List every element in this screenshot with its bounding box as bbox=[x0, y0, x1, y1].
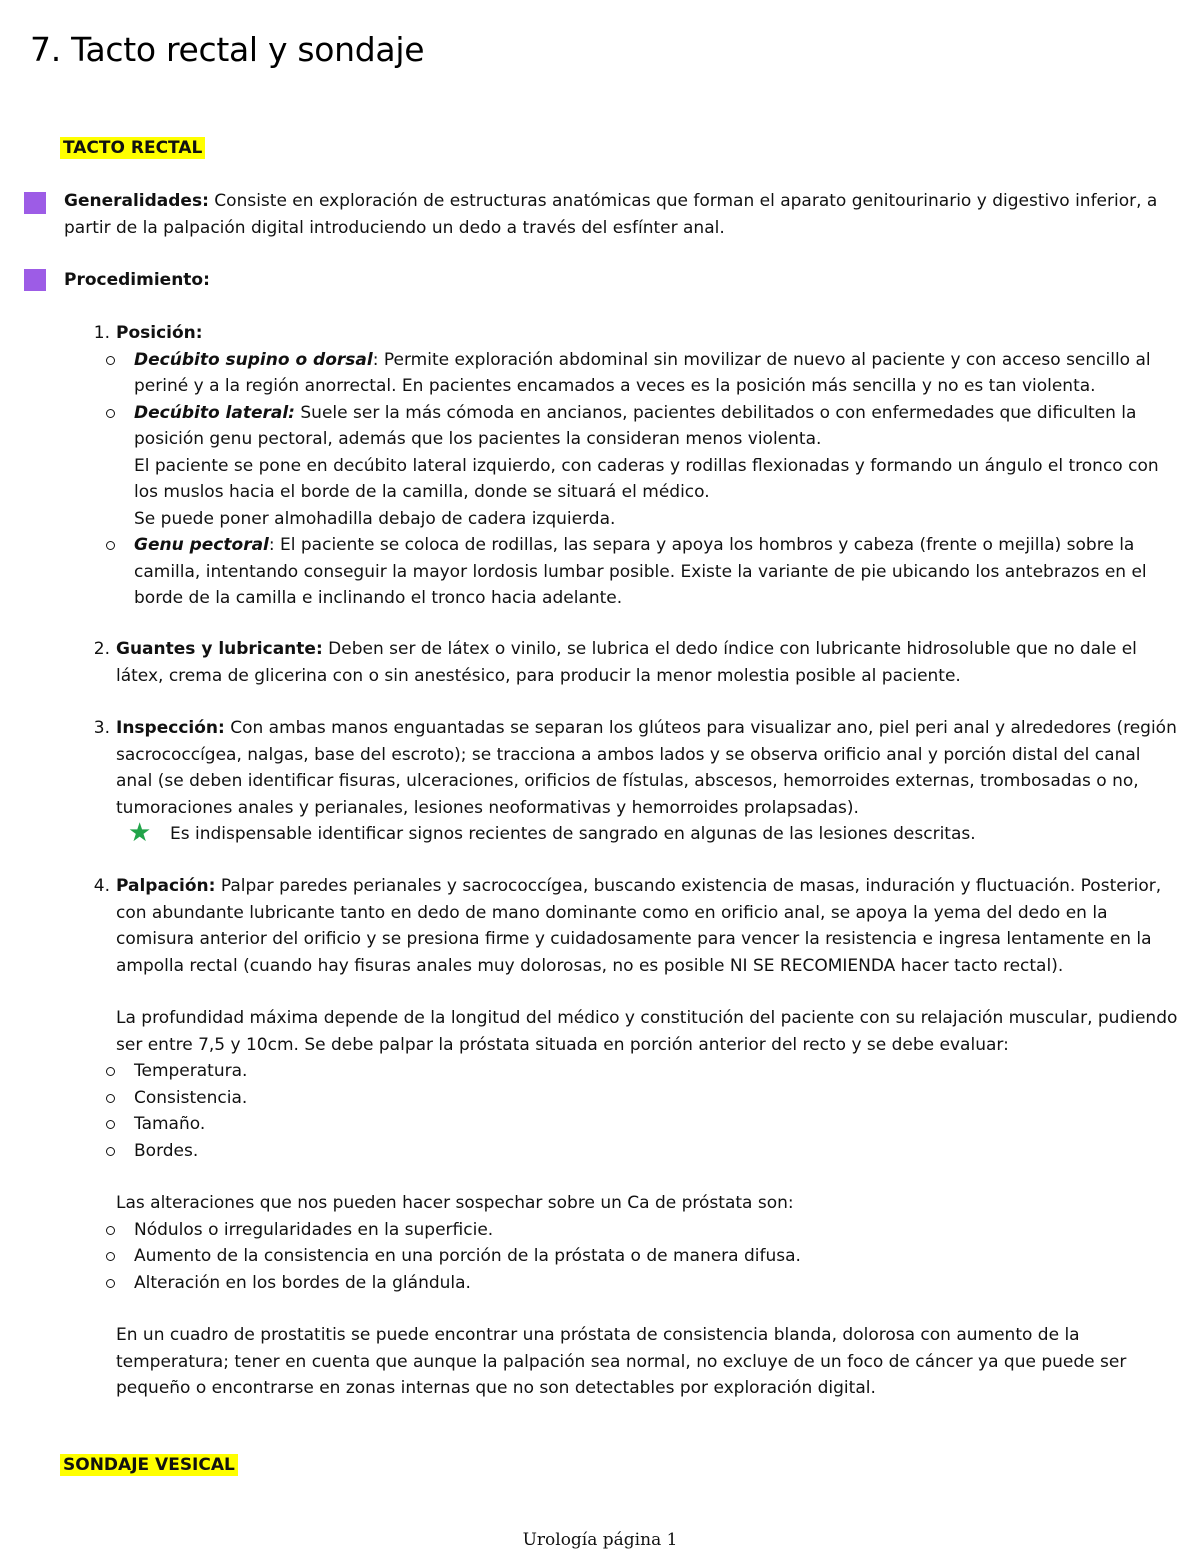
star-note bbox=[80, 818, 1180, 848]
section-heading-sondaje-vesical bbox=[60, 1455, 238, 1475]
position-term: Decúbito lateral: bbox=[134, 402, 295, 423]
position-text: Permite exploración abdominal sin movilizar de nuevo al paciente y con acceso sencillo al periné y a la región anorrectal. En pacientes encamados a veces es la posición más sencilla y no es tan violenta. bbox=[134, 349, 1151, 396]
generalidades-paragraph bbox=[64, 188, 1174, 241]
step-1 bbox=[80, 320, 1180, 612]
star-icon: ★ bbox=[128, 818, 152, 848]
circle-bullet-icon bbox=[106, 1147, 115, 1156]
step-3 bbox=[80, 715, 1180, 848]
circle-bullet-icon bbox=[106, 1120, 115, 1129]
list-item bbox=[80, 636, 1180, 689]
step-label: Guantes y lubricante: bbox=[116, 639, 323, 659]
list-item: Temperatura. bbox=[80, 1058, 1180, 1085]
step-text: Palpar paredes perianales y sacrococcígea, buscando existencia de masas, induración y fluctuación. Posterior, con abundante lubricante tanto en dedo de mano dominante como en orificio anal, se apoya la yema del dedo en la comisura anterior del orificio y se presiona firme y cuidadosamente para vencer la resistencia e ingresa lentamente en la ampolla rectal (cuando hay fisuras anales muy dolorosas, no es posible NI SE RECOMIENDA hacer tacto rectal). bbox=[116, 876, 1162, 976]
step-label: Posición: bbox=[116, 323, 203, 343]
palpacion-paragraph: La profundidad máxima depende de la longitud del médico y constitución del paciente con su relajación muscular, pudiendo ser entre 7,5 y 10cm. Se debe palpar la próstata situada en porción anterior del recto y se debe evaluar: bbox=[116, 1008, 1178, 1055]
circle-bullet-icon bbox=[106, 1067, 115, 1076]
generalidades-label: Generalidades: bbox=[64, 191, 209, 211]
page-title: 7. Tacto rectal y sondaje bbox=[30, 30, 425, 69]
circle-bullet-icon bbox=[106, 1094, 115, 1103]
procedimiento-label: Procedimiento: bbox=[64, 270, 210, 290]
step-number: 2. bbox=[93, 639, 110, 659]
step-text: Con ambas manos enguantadas se separan los glúteos para visualizar ano, piel peri anal y alrededores (región sacrococcígea, nalgas, base del escroto); se tracciona a ambos lados y se observa orificio anal y porción distal del canal anal (se deben identificar fisuras, ulceraciones, orificios de fístulas, abscesos, hemorroides externas, trombosadas o no, tumoraciones anales y perianales, lesiones neoformativas y hemorroides prolapsadas). bbox=[116, 718, 1177, 818]
prostatitis-paragraph: En un cuadro de prostatitis se puede encontrar una próstata de consistencia blanda, dolorosa con aumento de la temperatura; tener en cuenta que aunque la palpación sea normal, no excluye de un foco de cáncer ya que puede ser pequeño o encontrarse en zonas internas que no son detectables por exploración digital. bbox=[116, 1325, 1127, 1398]
list-item: Aumento de la consistencia en una porción de la próstata o de manera difusa. bbox=[80, 1243, 1180, 1270]
step-text: Deben ser de látex o vinilo, se lubrica el dedo índice con lubricante hidrosoluble que no dale el látex, crema de glicerina con o sin anestésico, para producir la menor molestia posible al paciente. bbox=[116, 639, 1137, 686]
position-text: Suele ser la más cómoda en ancianos, pacientes debilitados o con enfermedades que dificulten la posición genu pectoral, además que los pacientes la consideran menos violenta. bbox=[134, 402, 1137, 449]
generalidades-text: Consiste en exploración de estructuras anatómicas que forman el aparato genitourinario y digestivo inferior, a partir de la palpación digital introduciendo un dedo a través del esfínter anal. bbox=[64, 191, 1158, 238]
position-term: Decúbito supino o dorsal bbox=[134, 349, 373, 370]
step-label: Inspección: bbox=[116, 718, 225, 738]
position-extra: El paciente se pone en decúbito lateral izquierdo, con caderas y rodillas flexionadas y formando un ángulo el tronco con los muslos hacia el borde de la camilla, donde se situará el médico. bbox=[134, 455, 1159, 502]
step-2 bbox=[80, 636, 1180, 689]
list-item: Genu pectoral: El paciente se coloca de rodillas, las separa y apoya los hombros y cabeza (frente o mejilla) sobre la camilla, intentando conseguir la mayor lordosis lumbar posible. Existe la variante de pie ubicando los antebrazos en el borde de la camilla e inclinando el tronco hacia adelante. bbox=[80, 532, 1180, 612]
list-item: Bordes. bbox=[80, 1138, 1180, 1165]
list-item: Alteración en los bordes de la glándula. bbox=[80, 1270, 1180, 1297]
step-number: 1. bbox=[93, 323, 110, 343]
list-item: Tamaño. bbox=[80, 1111, 1180, 1138]
page-footer: Urología página 1 bbox=[522, 1530, 678, 1550]
circle-bullet-icon bbox=[106, 1279, 115, 1288]
section-heading-label: TACTO RECTAL bbox=[60, 137, 205, 159]
purple-square-icon bbox=[24, 269, 46, 291]
list-item: Nódulos o irregularidades en la superficie. bbox=[80, 1217, 1180, 1244]
circle-bullet-icon bbox=[106, 1252, 115, 1261]
position-extra: Se puede poner almohadilla debajo de cadera izquierda. bbox=[134, 508, 616, 529]
step-4 bbox=[80, 873, 1180, 1402]
list-item: Decúbito supino o dorsal: Permite exploración abdominal sin movilizar de nuevo al paciente y con acceso sencillo al periné y a la región anorrectal. En pacientes encamados a veces es la posición más sencilla y no es tan violenta. bbox=[80, 347, 1180, 400]
star-note-text: Es indispensable identificar signos recientes de sangrado en algunas de las lesiones descritas. bbox=[170, 824, 976, 844]
section-heading-tacto-rectal bbox=[60, 138, 205, 158]
circle-bullet-icon bbox=[106, 356, 115, 365]
step-label: Palpación: bbox=[116, 876, 216, 896]
purple-square-icon bbox=[24, 192, 46, 214]
circle-bullet-icon bbox=[106, 1226, 115, 1235]
list-item bbox=[80, 873, 1180, 979]
step-number: 3. bbox=[93, 718, 110, 738]
circle-bullet-icon bbox=[106, 541, 115, 550]
position-term: Genu pectoral bbox=[134, 535, 269, 555]
procedimiento-heading bbox=[64, 267, 1174, 294]
list-item bbox=[80, 400, 1180, 533]
list-item: Consistencia. bbox=[80, 1085, 1180, 1112]
section-heading-label: SONDAJE VESICAL bbox=[60, 1454, 238, 1476]
alteraciones-paragraph: Las alteraciones que nos pueden hacer sospechar sobre un Ca de próstata son: bbox=[116, 1193, 794, 1213]
position-text: El paciente se coloca de rodillas, las separa y apoya los hombros y cabeza (frente o mejilla) sobre la camilla, intentando conseguir la mayor lordosis lumbar posible. Existe la variante de pie ubicando los antebrazos en el borde de la camilla e inclinando el tronco hacia adelante. bbox=[134, 535, 1147, 608]
step-number: 4. bbox=[93, 876, 110, 896]
circle-bullet-icon bbox=[106, 409, 115, 418]
list-item bbox=[80, 715, 1180, 821]
list-item bbox=[80, 320, 1180, 347]
